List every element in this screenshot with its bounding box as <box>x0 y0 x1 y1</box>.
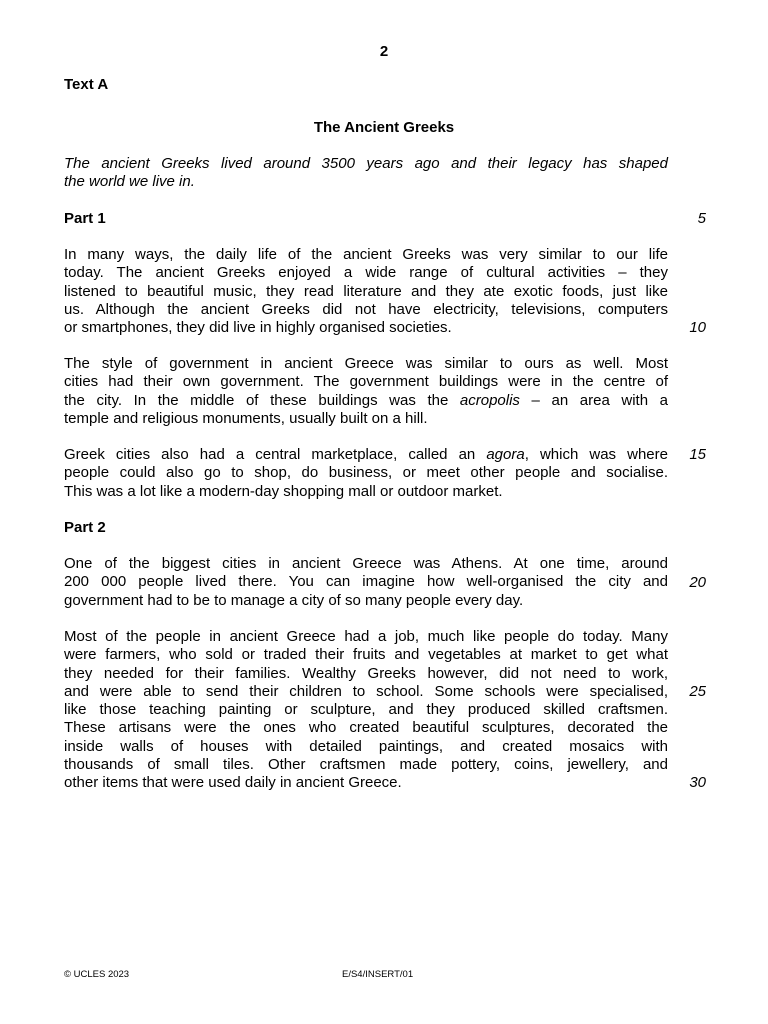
section-label: Text A <box>64 76 109 93</box>
intro-line: the world we live in. <box>64 173 195 191</box>
line-number-25: 25 <box>689 683 706 700</box>
text-line: and were able to send their children to school. Some schools were specialised, <box>64 682 668 700</box>
line-number-5: 5 <box>697 210 706 227</box>
text-fragment: the city. In the middle of these buildings was the <box>64 391 460 409</box>
text-line: inside walls of houses with detailed paintings, and created mosaics with <box>64 737 668 755</box>
text-line: us. Although the ancient Greeks did not have electricity, televisions, computers <box>64 300 668 318</box>
line-number-10: 10 <box>689 319 706 336</box>
text-line: The style of government in ancient Greece was similar to ours as well. Most <box>64 355 668 372</box>
italic-term-acropolis: acropolis <box>459 391 520 409</box>
part1-paragraph-3 <box>64 446 668 501</box>
text-fragment: – an area with a <box>519 391 669 409</box>
text-line: cities had their own government. The government buildings were in the centre of <box>64 373 668 391</box>
text-line: people could also go to shop, do business, or meet other people and socialise. <box>64 464 668 482</box>
text-line <box>64 446 668 464</box>
footer-document-code: E/S4/INSERT/01 <box>342 969 414 980</box>
text-line: were farmers, who sold or traded their fruits and vegetables at market to get what <box>64 646 668 664</box>
text-line: Most of the people in ancient Greece had a job, much like people do today. Many <box>64 628 668 645</box>
text-line <box>64 392 668 410</box>
part1-paragraph-1 <box>64 246 668 337</box>
text-fragment: Greek cities also had a central marketplace, called an <box>64 446 487 463</box>
text-line: or smartphones, they did live in highly organised societies. <box>64 319 452 337</box>
part1-heading: Part 1 <box>64 210 106 227</box>
text-fragment: , which was where <box>524 446 668 463</box>
text-line: One of the biggest cities in ancient Greece was Athens. At one time, around <box>64 555 668 572</box>
intro-line: The ancient Greeks lived around 3500 years ago and their legacy has shaped <box>64 155 668 172</box>
text-line: like those teaching painting or sculpture, and they produced skilled craftsmen. <box>64 701 668 719</box>
line-number-20: 20 <box>689 574 706 591</box>
line-number-30: 30 <box>689 774 706 791</box>
italic-term-agora: agora <box>486 446 525 463</box>
footer-copyright: © UCLES 2023 <box>64 969 130 980</box>
line-number-15: 15 <box>689 446 706 463</box>
page-number: 2 <box>379 43 389 60</box>
text-line: These artisans were the ones who created beautiful sculptures, decorated the <box>64 719 668 737</box>
text-line: government had to be to manage a city of so many people every day. <box>64 591 524 609</box>
part1-paragraph-2 <box>64 355 668 428</box>
text-line: they needed for their families. Wealthy Greeks however, did not need to work, <box>64 664 668 682</box>
text-line: today. The ancient Greeks enjoyed a wide range of cultural activities – they <box>64 264 668 282</box>
text-line: This was a lot like a modern-day shopping mall or outdoor market. <box>64 482 503 500</box>
page-title: The Ancient Greeks <box>313 119 455 136</box>
text-line: thousands of small tiles. Other craftsmen made pottery, coins, jewellery, and <box>64 756 668 774</box>
text-line: 200 000 people lived there. You can imagine how well-organised the city and <box>64 573 668 591</box>
intro-paragraph <box>64 155 668 192</box>
text-line: listened to beautiful music, they read literature and they ate exotic foods, just like <box>64 282 668 300</box>
part2-paragraph-1 <box>64 555 668 610</box>
part2-heading: Part 2 <box>64 519 106 536</box>
text-line: In many ways, the daily life of the ancient Greeks was very similar to our life <box>64 246 668 263</box>
text-line: temple and religious monuments, usually built on a hill. <box>64 409 428 427</box>
part2-paragraph-2 <box>64 628 668 793</box>
text-line: other items that were used daily in ancient Greece. <box>64 774 402 792</box>
